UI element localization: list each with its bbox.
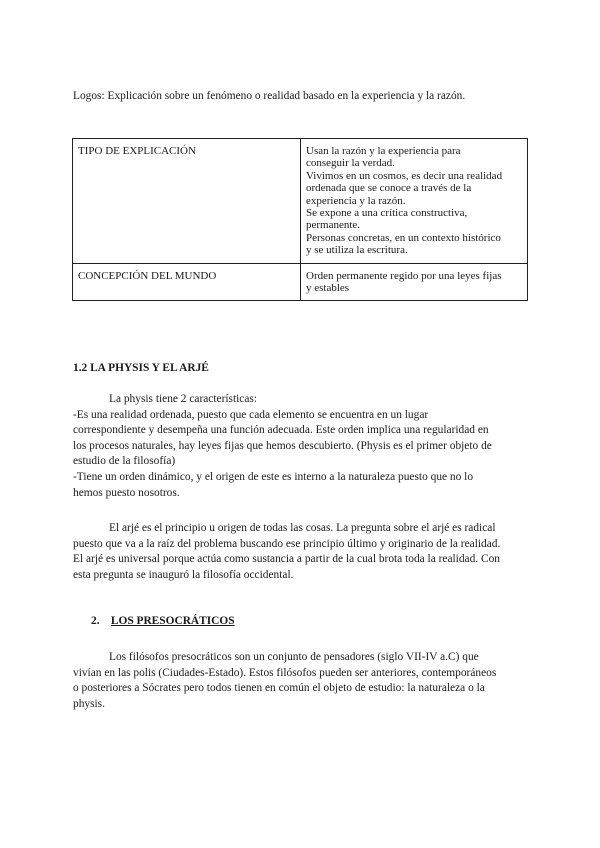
- cell-line: y estables: [306, 282, 350, 295]
- arje-paragraph: [73, 521, 528, 583]
- cell-line: Personas concretas, en un contexto histórico: [306, 231, 501, 244]
- cell-line: ordenada que se conoce a través de la: [306, 182, 472, 195]
- cell-line: Usan la razón y la experiencia para: [306, 145, 461, 157]
- table-row: [73, 263, 528, 301]
- paragraph-line: esta pregunta se inauguró la filosofía occidental.: [73, 568, 294, 581]
- paragraph-line: correspondiente y desempeña una función adecuada. Este orden implica una regularidad en: [73, 424, 489, 437]
- physis-paragraph: [73, 392, 528, 501]
- paragraph-line: La physis tiene 2 características:: [109, 393, 258, 405]
- cell-line: conseguir la verdad.: [306, 157, 395, 170]
- cell-line: y se utiliza la escritura.: [306, 244, 408, 257]
- table-cell-label: CONCEPCIÓN DEL MUNDO: [73, 263, 301, 301]
- presocraticos-paragraph: [73, 650, 528, 712]
- table-cell-description: [301, 139, 528, 264]
- paragraph-line: estudio de la filosofía): [73, 455, 176, 468]
- paragraph-line: -Es una realidad ordenada, puesto que cada elemento se encuentra en un lugar: [73, 408, 429, 421]
- paragraph-line: Los filósofos presocráticos son un conjunto de pensadores (siglo VII-IV a.C) que: [109, 651, 479, 663]
- paragraph-line: los procesos naturales, hay leyes fijas que hemos descubierto. (Physis es el primer objeto de: [73, 439, 492, 452]
- section-title: LOS PRESOCRÁTICOS: [110, 615, 235, 627]
- table-cell-label: TIPO DE EXPLICACIÓN: [73, 139, 301, 264]
- paragraph-line: El arjé es el principio u origen de todas las cosas. La pregunta sobre el arjé es radical: [109, 522, 496, 534]
- explanation-table: [72, 138, 528, 301]
- cell-line: permanente.: [306, 219, 361, 232]
- cell-line: Orden permanente regido por una leyes fijas: [306, 269, 502, 282]
- paragraph-line: -Tiene un orden dinámico, y el origen de este es interno a la naturaleza puesto que no lo: [73, 470, 474, 483]
- paragraph-line: vivían en las polis (Ciudades-Estado). Estos filósofos pueden ser anteriores, contemporáneos: [73, 666, 497, 679]
- table-row: [73, 139, 528, 264]
- section-number: 2.: [91, 615, 100, 627]
- paragraph-line: El arjé es universal porque actúa como sustancia a partir de la cual brota toda la realidad. Con: [73, 553, 500, 566]
- paragraph-line: puesto que va a la raíz del problema buscando ese principio último y originario de la realidad.: [73, 537, 501, 550]
- cell-line: experiencia y la razón.: [306, 194, 406, 207]
- table-cell-description: [301, 263, 528, 301]
- logos-definition: Logos: Explicación sobre un fenómeno o realidad basado en la experiencia y la razón.: [73, 90, 466, 102]
- section-heading-physis-arje: 1.2 LA PHYSIS Y EL ARJÉ: [73, 362, 209, 374]
- section-heading-presocraticos: [91, 615, 235, 627]
- paragraph-line: hemos puesto nosotros.: [73, 486, 180, 499]
- paragraph-line: o posteriores a Sócrates pero todos tienen en común el objeto de estudio: la naturaleza o la: [73, 682, 485, 695]
- cell-line: Se expone a una crítica constructiva,: [306, 207, 468, 220]
- cell-line: Vivimos en un cosmos, es decir una realidad: [306, 169, 503, 182]
- paragraph-line: physis.: [73, 697, 105, 710]
